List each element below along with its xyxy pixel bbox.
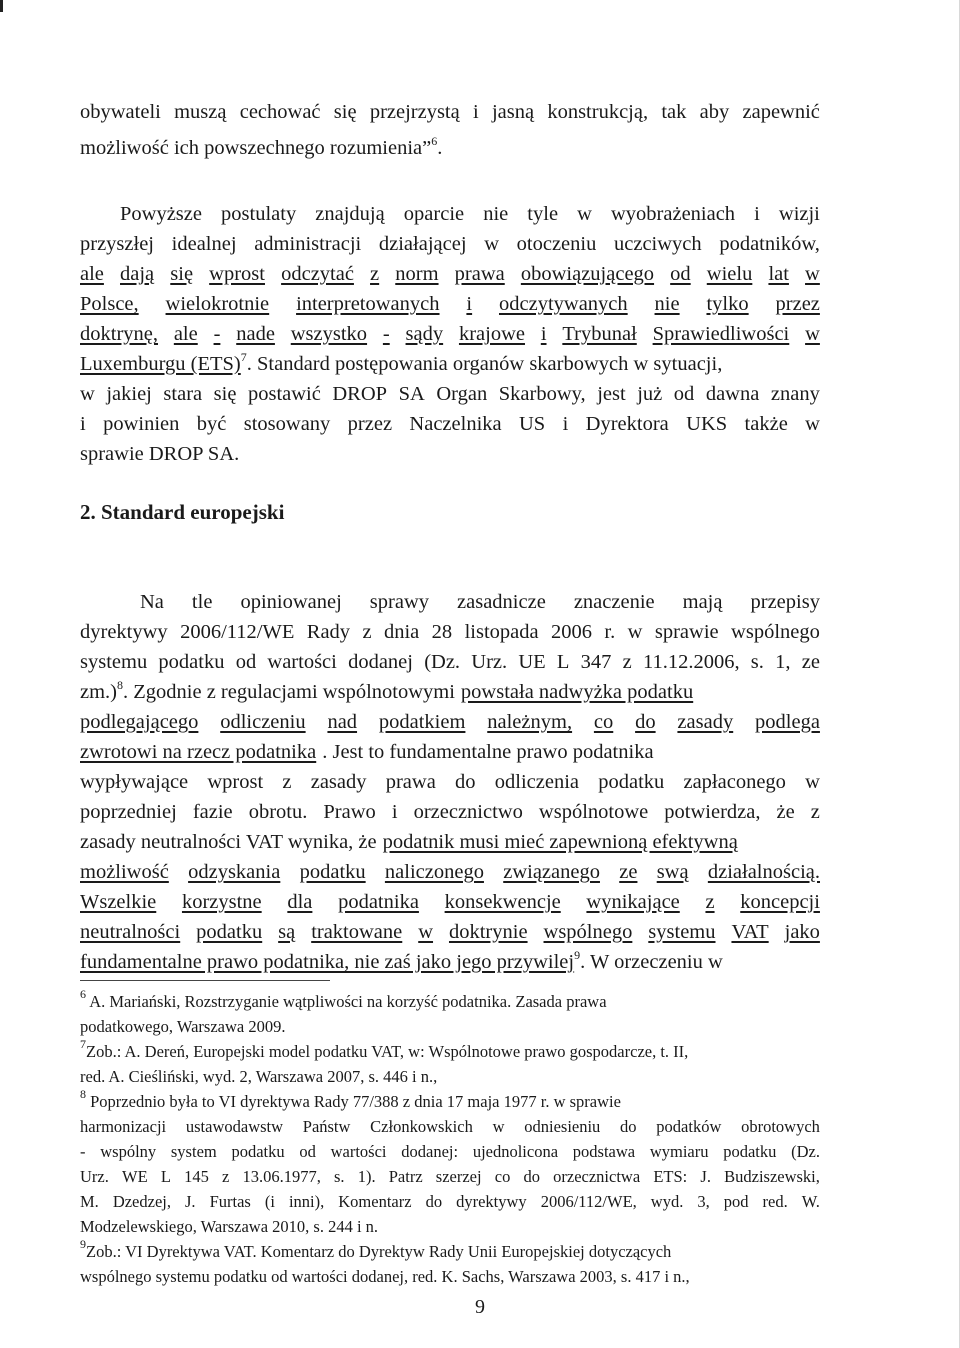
footnote-6: $^6$ A. Mariański, Rozstrzyganie wątpliwości na korzyść podatnika. Zasada prawa — [80, 987, 607, 1011]
footnote-ref-7: 7 — [240, 350, 247, 364]
footnote-separator — [80, 980, 330, 981]
body-line-6: Polsce, wielokrotnie interpretowanych i odczytywanych nie tylko przez — [80, 293, 820, 315]
section-line-9: zasady neutralności VAT wynika, że podatnik musi mieć zapewnioną efektywną — [80, 831, 738, 853]
footnote-9-cont: wspólnego systemu podatku od wartości dodanej, red. K. Sachs, Warszawa 2003, s. 417 i n., — [80, 1267, 690, 1286]
section-line-13: fundamentalne prawo podatnika, nie zaś jako jego przywilej$^9$. W orzeczeniu w — [80, 948, 723, 973]
body-line-7: doktrynę, ale - nade wszystko - sądy krajowe i Trybunał Sprawiedliwości w — [80, 323, 820, 345]
footnote-7-cont: red. A. Cieśliński, wyd. 2, Warszawa 2007, s. 446 i n., — [80, 1067, 438, 1086]
footnote-8-line-4: Urz. WE L 145 z 13.06.1977, s. 1). Patrz szerzej co do orzecznictwa ETS: J. Budziszewski, — [80, 1167, 820, 1186]
body-line-3: Powyższe postulaty znajdują oparcie nie tyle w wyobrażeniach i wizji — [120, 203, 820, 225]
body-line-1: obywateli muszą cechować się przejrzystą i jasną konstrukcją, tak aby zapewnić — [80, 101, 820, 123]
footnote-7: $^7$Zob.: A. Dereń, Europejski model podatku VAT, w: Wspólnotowe prawo gospodarcze, t. II, — [80, 1037, 689, 1061]
section-line-11: Wszelkie korzystne dla podatnika konsekwencje wynikające z koncepcji — [80, 891, 820, 913]
section-line-5: podlegającego odliczeniu nad podatkiem należnym, co do zasady podlega — [80, 711, 820, 733]
section-line-7: wypływające wprost z zasady prawa do odliczenia podatku zapłaconego w — [80, 771, 820, 793]
body-line-8: Luxemburgu (ETS)$^7$. Standard postępowania organów skarbowych w sytuacji, — [80, 350, 723, 375]
body-line-5: ale dają się wprost odczytać z norm prawa obowiązującego od wielu lat w — [80, 263, 820, 285]
section-heading: 2. Standard europejski — [80, 500, 285, 524]
footnote-8-line-5: M. Dzedzej, J. Furtas (i inni), Komentarz do dyrektywy 2006/112/WE, wyd. 3, pod red. W. — [80, 1192, 820, 1211]
footnote-8-line-3: - wspólny system podatku od wartości dodanej: ujednolicona podstawa wymiaru podatku (Dz. — [80, 1142, 820, 1161]
body-line-11: sprawie DROP SA. — [80, 443, 240, 465]
body-line-4: przyszłej idealnej administracji działającej w otoczeniu uczciwych podatników, — [80, 233, 820, 255]
footnote-8-line-6: Modzelewskiego, Warszawa 2010, s. 244 i n. — [80, 1217, 379, 1236]
body-line-10: i powinien być stosowany przez Naczelnika US i Dyrektora UKS także w — [80, 413, 820, 435]
footnote-ref-8: 8 — [117, 678, 123, 692]
body-line-2 — [80, 134, 820, 159]
footnote-8: $^8$ Poprzednio była to VI dyrektywa Rady 77/388 z dnia 17 maja 1977 r. w sprawie — [80, 1087, 621, 1111]
footnote-8-line-2: harmonizacji ustawodawstw Państw Członkowskich w odniesieniu do podatków obrotowych — [80, 1117, 820, 1136]
section-line-3: systemu podatku od wartości dodanej (Dz. Urz. UE L 347 z 11.12.2006, s. 1, ze — [80, 651, 820, 673]
page-number: 9 — [475, 1296, 485, 1318]
section-line-2: dyrektywy 2006/112/WE Rady z dnia 28 listopada 2006 r. w sprawie wspólnego — [80, 621, 820, 643]
body-line-9: w jakiej stara się postawić DROP SA Organ Skarbowy, jest już od dawna znany — [80, 383, 820, 405]
footnote-ref-6: 6 — [431, 134, 438, 148]
section-line-6: zwrotowi na rzecz podatnika . Jest to fundamentalne prawo podatnika — [80, 741, 654, 763]
footnote-6-cont: podatkowego, Warszawa 2009. — [80, 1017, 286, 1036]
body-line-2-text: możliwość ich powszechnego rozumienia”$^6$. — [80, 134, 443, 159]
footnote-ref-9: 9 — [574, 948, 581, 962]
section-line-10: możliwość odzyskania podatku naliczonego związanego ze swą działalnością. — [80, 861, 820, 883]
footnote-9: $^9$Zob.: VI Dyrektywa VAT. Komentarz do Dyrektyw Rady Unii Europejskiej dotyczących — [80, 1237, 672, 1261]
section-line-1: Na tle opiniowanej sprawy zasadnicze znaczenie mają przepisy — [140, 591, 820, 613]
section-line-12: neutralności podatku są traktowane w doktrynie wspólnego systemu VAT jako — [80, 921, 820, 943]
scan-edge-mark — [0, 0, 3, 12]
section-line-8: poprzedniej fazie obrotu. Prawo i orzecznictwo wspólnotowe potwierdza, że z — [80, 801, 820, 823]
section-line-4: zm.)$^8$. Zgodnie z regulacjami wspólnotowymi powstała nadwyżka podatku — [80, 678, 694, 703]
